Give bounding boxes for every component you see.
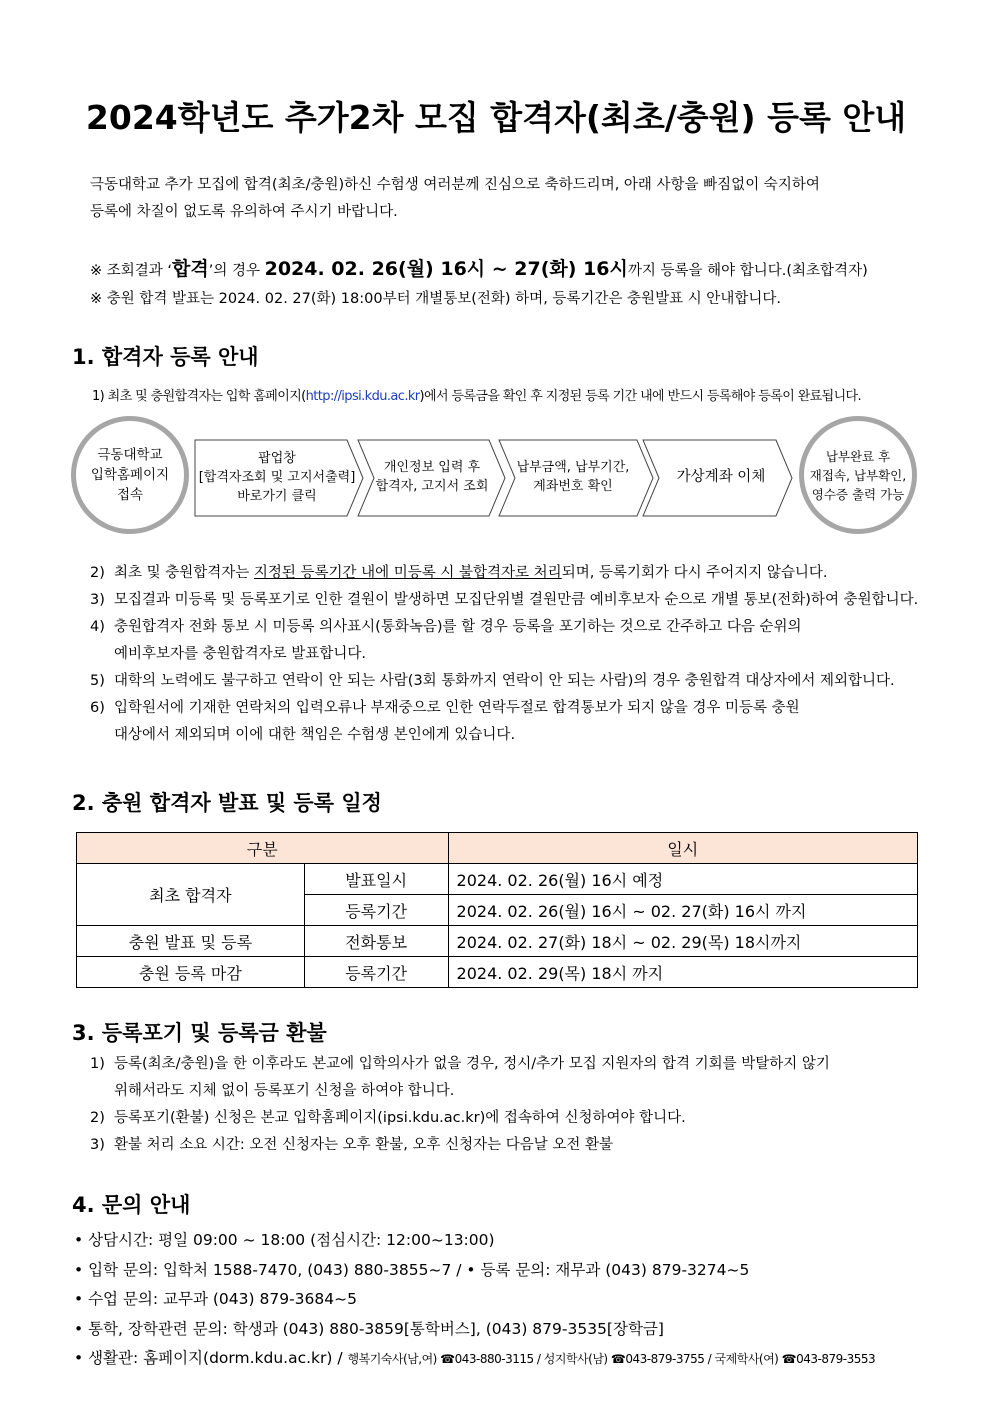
flow-text: 팝업창 [258,450,296,466]
table-cell: 충원 등록 마감 [77,957,305,988]
item-text: 대상에서 제외되며 이에 대한 책임은 수험생 본인에게 있습니다. [114,727,516,743]
flow-text: 재접속, 납부확인, [809,467,907,483]
table-header: 일시 [448,833,917,864]
notice-registration-deadline [90,254,940,281]
flow-text: [합격자조회 및 고지서출력] [198,469,356,485]
contact-line: • 수업 문의: 교무과 (043) 879-3684~5 [74,1290,357,1308]
flow-text: 납부금액, 납부기간, [516,460,630,475]
contact-line: • 통학, 장학관련 문의: 학생과 (043) 880-3859[통학버스], (043) 879-3535[장학금] [74,1319,664,1338]
list-item [90,560,930,587]
item-text: 등록포기(환불) 신청은 본교 입학홈페이지(ipsi.kdu.ac.kr)에 접속하여 신청하여야 합니다. [114,1110,686,1126]
contact-text: • 생활관: 홈페이지(dorm.kdu.ac.kr) / [74,1349,348,1367]
list-item [90,1132,930,1159]
table-row [77,957,918,988]
item-number: 6) [90,700,105,716]
flow-text: 입학홈페이지 [90,467,170,483]
table-row [77,864,918,895]
table-cell: 2024. 02. 26(월) 16시 예정 [448,864,917,895]
table-cell: 2024. 02. 27(화) 18시 ~ 02. 29(목) 18시까지 [448,926,917,957]
intro-line: 등록에 차질이 없도록 유의하여 주시기 바랍니다. [90,204,398,220]
contact-line: • 상담시간: 평일 09:00 ~ 18:00 (점심시간: 12:00~13:00) [74,1231,495,1249]
intro-paragraph [90,172,930,226]
contact-dorm-phones: 행복기숙사(남,여) ☎043-880-3115 / 성지학사(남) ☎043-879-3755 / 국제학사(여) ☎043-879-3553 [347,1352,876,1366]
item-text: 되며, 등록기회가 다시 주어지지 않습니다. [561,565,828,581]
section-heading: 4. 문의 안내 [72,1193,191,1217]
notice-deadline: 2024. 02. 26(월) 16시 ~ 27(화) 16시 [264,258,628,280]
flow-step-transfer: 가상계좌 이체 [676,468,766,485]
document-title: 2024학년도 추가2차 모집 합격자(최초/충원) 등록 안내 [85,98,907,137]
notice-text: 까지 등록을 해야 합니다.(최초합격자) [627,263,868,279]
flow-text: 계좌번호 확인 [533,479,613,494]
flow-step-payment-info [505,440,641,514]
list-item [90,614,930,668]
table-cell: 등록기간 [304,895,448,926]
flow-end-circle [799,416,917,534]
flow-text: 납부완료 후 [825,448,891,464]
notice-additional-announcement: ※ 충원 합격 발표는 2024. 02. 27(화) 18:00부터 개별통보(전화) 하며, 등록기간은 충원발표 시 안내합니다. [90,291,781,307]
table-header: 구분 [77,833,449,864]
table-row [77,926,918,957]
list-item [90,1105,930,1132]
item-text: 대학의 노력에도 불구하고 연락이 안 되는 사람(3회 통화까지 연락이 안 되는 사람)의 경우 충원합격 대상자에서 제외합니다. [114,673,895,689]
flow-step-info-entry [366,440,498,514]
item-number: 1) [90,1056,105,1072]
contact-info [74,1226,875,1375]
flow-text: 영수증 출력 가능 [811,486,905,502]
homepage-link[interactable]: http://ipsi.kdu.ac.kr [305,389,420,404]
item-number: 2) [90,1110,105,1126]
registration-rules-list [90,560,930,749]
item-text: 충원합격자 전화 통보 시 미등록 의사표시(통화녹음)를 할 경우 등록을 포기하는 것으로 간주하고 다음 순위의 [114,619,802,635]
note-text: )에서 등록금을 확인 후 지정된 등록 기간 내에 반드시 등록해야 등록이 완료됩니다. [419,389,862,404]
section-heading: 3. 등록포기 및 등록금 환불 [72,1021,327,1045]
list-item [90,1051,930,1105]
section-heading: 1. 합격자 등록 안내 [72,345,259,369]
flow-text: 극동대학교 [97,447,163,463]
section-heading: 2. 충원 합격자 발표 및 등록 일정 [72,791,382,815]
notice-text: ’의 경우 [208,263,265,279]
table-cell: 등록기간 [304,957,448,988]
table-cell: 최초 합격자 [77,864,305,926]
contact-line [74,1344,875,1375]
contact-line: • 입학 문의: 입학처 1588-7470, (043) 880-3855~7 / • 등록 문의: 재무과 (043) 879-3274~5 [74,1260,750,1279]
table-cell: 충원 발표 및 등록 [77,926,305,957]
item-number: 2) [90,565,105,581]
notice-text: ※ 조회결과 ‘ [90,263,173,279]
list-item [90,587,930,614]
registration-note [92,385,861,404]
table-header-row [77,833,918,864]
notice-emphasis: 합격 [172,258,209,280]
list-item [90,668,930,695]
refund-rules-list [90,1051,930,1159]
table-cell: 2024. 02. 26(월) 16시 ~ 02. 27(화) 16시 까지 [448,895,917,926]
intro-line: 극동대학교 추가 모집에 합격(최초/충원)하신 수험생 여러분께 진심으로 축하드리며, 아래 사항을 빠짐없이 숙지하여 [90,177,820,193]
flow-text: 접속 [116,487,144,503]
item-emphasis: 지정된 등록기간 내에 미등록 시 불합격자로 처리 [253,565,562,581]
list-item [90,695,930,749]
item-number: 3) [90,1137,105,1153]
item-number: 4) [90,619,105,635]
item-text: 최초 및 충원합격자는 [114,565,254,581]
flow-text: 바로가기 클릭 [237,488,317,504]
schedule-table [76,832,918,988]
flow-text: 합격자, 고지서 조회 [375,479,489,494]
table-cell: 발표일시 [304,864,448,895]
table-cell: 2024. 02. 29(목) 18시 까지 [448,957,917,988]
flow-text: 개인정보 입력 후 [383,460,481,475]
item-text: 입학원서에 기재한 연락처의 입력오류나 부재중으로 인한 연락두절로 합격통보가 되지 않을 경우 미등록 충원 [114,700,800,716]
item-number: 3) [90,592,105,608]
flow-start-circle [71,416,189,534]
item-number: 5) [90,673,105,689]
item-text: 위해서라도 지체 없이 등록포기 신청을 하여야 합니다. [114,1083,455,1099]
table-cell: 전화통보 [304,926,448,957]
flow-step-popup [196,440,358,514]
note-text: 1) 최초 및 충원합격자는 입학 홈페이지( [92,389,306,404]
item-text: 예비후보자를 충원합격자로 발표합니다. [114,646,366,662]
item-text: 환불 처리 소요 시간: 오전 신청자는 오후 환불, 오후 신청자는 다음날 오전 환불 [114,1137,614,1153]
item-text: 등록(최초/충원)을 한 이후라도 본교에 입학의사가 없을 경우, 정시/추가 모집 지원자의 합격 기회를 박탈하지 않기 [114,1056,830,1072]
item-text: 모집결과 미등록 및 등록포기로 인한 결원이 발생하면 모집단위별 결원만큼 예비후보자 순으로 개별 통보(전화)하여 충원합니다. [114,592,919,608]
